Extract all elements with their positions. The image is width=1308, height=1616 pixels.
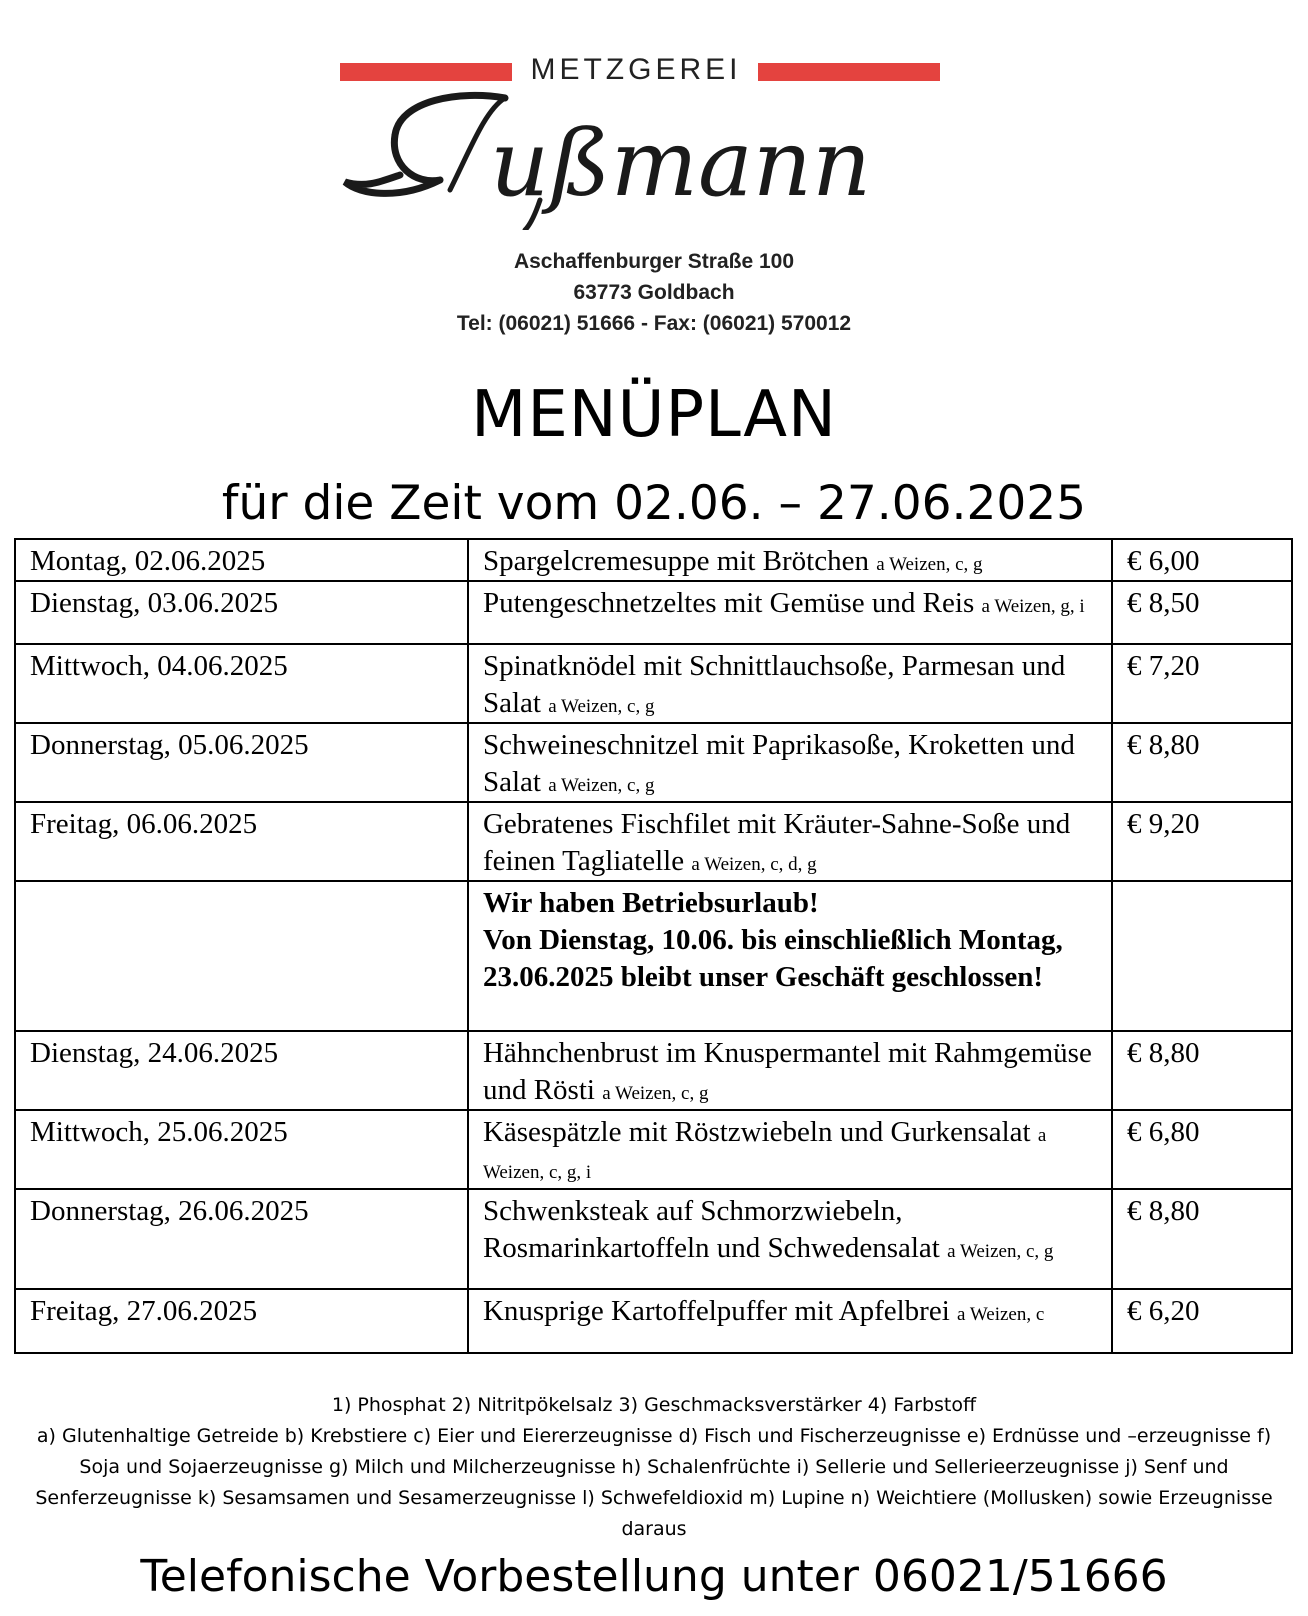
period-subtitle: für die Zeit vom 02.06. – 27.06.2025	[221, 476, 1087, 531]
day-cell: Montag, 02.06.2025	[15, 539, 468, 581]
address-block	[0, 246, 1308, 339]
price-cell: € 8,80	[1112, 723, 1292, 802]
day-cell: Mittwoch, 25.06.2025	[15, 1110, 468, 1189]
table-row	[15, 802, 1292, 881]
notice-heading: Wir haben Betriebsurlaub!	[482, 887, 819, 919]
dish-name: Hähnchenbrust im Knuspermantel mit Rahmgemüse und Rösti	[482, 1037, 1092, 1106]
logo-subtitle: METZGEREI	[530, 53, 742, 86]
additives-legend: 1) Phosphat 2) Nitritpökelsalz 3) Geschmacksverstärker 4) Farbstoff	[331, 1394, 977, 1416]
dish-name: Schweineschnitzel mit Paprikasoße, Kroketten und Salat	[482, 729, 1075, 798]
closure-notice-row	[15, 881, 1292, 1031]
price-cell: € 7,20	[1112, 644, 1292, 723]
table-row	[15, 723, 1292, 802]
allergen-codes: a Weizen, c, g	[947, 1241, 1054, 1262]
table-row	[15, 539, 1292, 581]
table-row	[15, 1289, 1292, 1353]
table-row	[15, 1110, 1292, 1189]
empty-day-cell	[15, 881, 468, 1031]
preorder-footer: Telefonische Vorbestellung unter 06021/51666	[140, 1551, 1168, 1602]
table-row	[15, 1031, 1292, 1110]
table-row	[15, 644, 1292, 723]
price-cell: € 6,20	[1112, 1289, 1292, 1353]
allergen-codes: a Weizen, c, g, i	[482, 1125, 1047, 1183]
price-cell: € 6,80	[1112, 1110, 1292, 1189]
dish-name: Spinatknödel mit Schnittlauchsoße, Parmesan und Salat	[482, 650, 1066, 719]
closure-notice	[468, 881, 1112, 1031]
dish-name: Putengeschnetzeltes mit Gemüse und Reis	[482, 587, 975, 619]
menu-table	[14, 538, 1293, 1354]
dish-cell	[468, 644, 1112, 723]
logo	[340, 50, 940, 235]
price-cell: € 8,50	[1112, 581, 1292, 644]
allergen-codes: a Weizen, c, g	[548, 775, 655, 796]
day-cell: Mittwoch, 04.06.2025	[15, 644, 468, 723]
city: 63773 Goldbach	[573, 281, 735, 304]
day-cell: Dienstag, 24.06.2025	[15, 1031, 468, 1110]
day-cell: Freitag, 06.06.2025	[15, 802, 468, 881]
dish-cell	[468, 1289, 1112, 1353]
day-cell: Freitag, 27.06.2025	[15, 1289, 468, 1353]
price-cell: € 8,80	[1112, 1189, 1292, 1289]
price-cell: € 9,20	[1112, 802, 1292, 881]
dish-cell	[468, 723, 1112, 802]
dish-cell	[468, 1110, 1112, 1189]
allergen-codes: a Weizen, c, d, g	[691, 854, 817, 875]
dish-cell	[468, 802, 1112, 881]
day-cell: Donnerstag, 05.06.2025	[15, 723, 468, 802]
allergen-codes: a Weizen, c, g	[876, 554, 983, 575]
dish-name: Gebratenes Fischfilet mit Kräuter-Sahne-Soße und feinen Tagliatelle	[482, 808, 1071, 877]
logo-wordmark	[340, 90, 940, 230]
svg-text:ußmann: ußmann	[490, 110, 872, 217]
allergen-legend	[20, 1390, 1288, 1545]
allergens-legend: a) Glutenhaltige Getreide b) Krebstiere c) Eier und Eiererzeugnisse d) Fisch und Fischerzeugnisse e) Erdnüsse und –erzeugnisse f) Soja und Sojaerzeugnisse g) Milch und Milcherzeugnisse h) Schalenfrüchte i) Sellerie und Sellerieerzeugnisse j) Senf und Senferzeugnisse k) Sesamsamen und Sesamerzeugnisse l) Schwefeldioxid m) Lupine n) Weichtiere (Mollusken) sowie Erzeugnisse daraus	[35, 1425, 1273, 1540]
table-row	[15, 581, 1292, 644]
logo-stripe-right	[758, 63, 940, 81]
dish-cell	[468, 581, 1112, 644]
price-cell: € 6,00	[1112, 539, 1292, 581]
day-cell: Dienstag, 03.06.2025	[15, 581, 468, 644]
dish-name: Käsespätzle mit Röstzwiebeln und Gurkensalat	[482, 1116, 1031, 1148]
notice-text: Von Dienstag, 10.06. bis einschließlich Montag, 23.06.2025 bleibt unser Geschäft geschlossen!	[482, 924, 1063, 993]
allergen-codes: a Weizen, g, i	[981, 596, 1085, 617]
dish-cell	[468, 1031, 1112, 1110]
day-cell: Donnerstag, 26.06.2025	[15, 1189, 468, 1289]
page-title: MENÜPLAN	[471, 378, 837, 452]
dish-name: Spargelcremesuppe mit Brötchen	[482, 545, 869, 577]
contact-line: Tel: (06021) 51666 - Fax: (06021) 570012	[456, 312, 852, 335]
dish-cell	[468, 1189, 1112, 1289]
dish-name: Knusprige Kartoffelpuffer mit Apfelbrei	[482, 1295, 950, 1327]
table-row	[15, 1189, 1292, 1289]
dish-name: Schwenksteak auf Schmorzwiebeln, Rosmarinkartoffeln und Schwedensalat	[482, 1195, 940, 1264]
allergen-codes: a Weizen, c	[957, 1304, 1045, 1325]
empty-price-cell	[1112, 881, 1292, 1031]
allergen-codes: a Weizen, c, g	[602, 1083, 709, 1104]
allergen-codes: a Weizen, c, g	[548, 696, 655, 717]
price-cell: € 8,80	[1112, 1031, 1292, 1110]
logo-stripe-left	[340, 63, 512, 81]
dish-cell	[468, 539, 1112, 581]
street: Aschaffenburger Straße 100	[513, 250, 795, 273]
